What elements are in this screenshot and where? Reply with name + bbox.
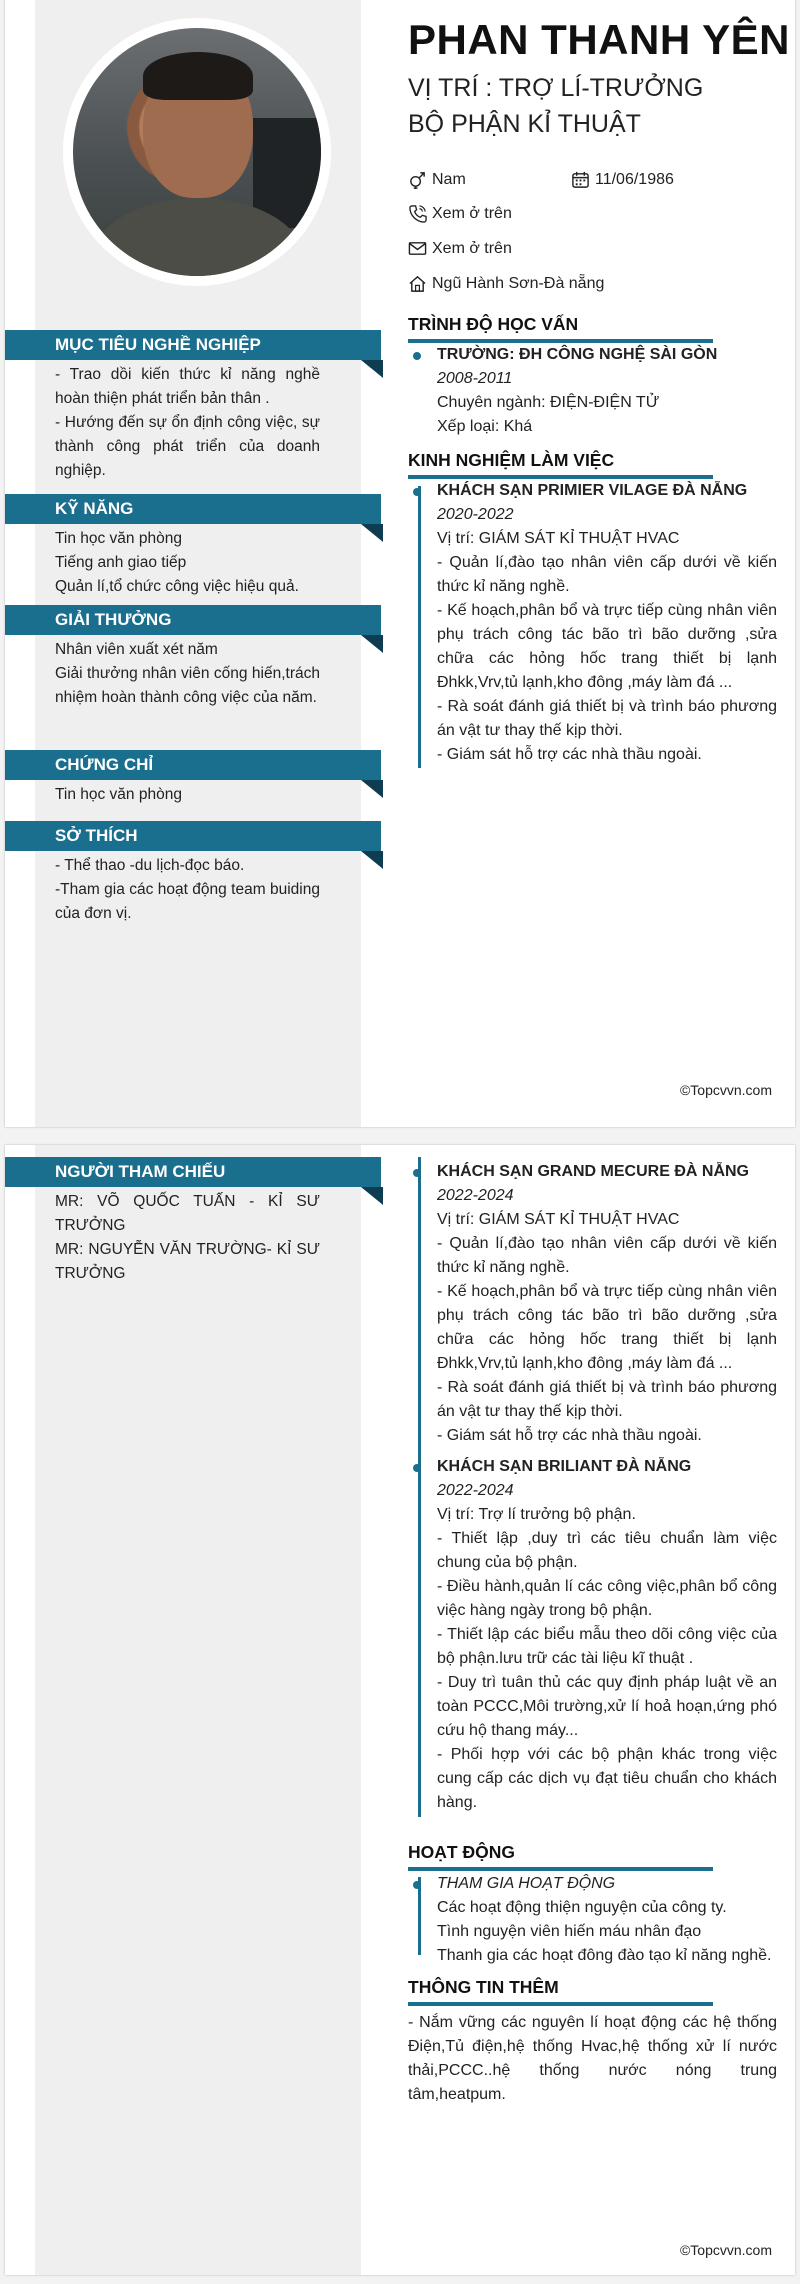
experience-bullet: [413, 1169, 421, 1177]
job-period: 2020-2022: [437, 506, 514, 523]
activities-heading: HOẠT ĐỘNG: [408, 1842, 713, 1871]
activities-subtitle: THAM GIA HOẠT ĐỘNG: [437, 1875, 616, 1892]
education-grade: Xếp loại: Khá: [437, 418, 533, 435]
references-heading: NGƯỜI THAM CHIẾU: [5, 1157, 381, 1187]
skills-body: Tin học văn phòng Tiếng anh giao tiếp Quản lí,tổ chức công việc hiệu quả.: [55, 530, 299, 595]
experience-entry-1: KHÁCH SẠN PRIMIER VILAGE ĐÀ NẴNG 2020-2022 Vị trí: GIÁM SÁT KỈ THUẬT HVAC - Quản lí,đào tạo nhân viên cấp dưới về kiến thức kỉ năng nghề. - Kế hoạch,phân bổ và trực tiếp cùng nhân viên phụ trách công tác bão trì bão dưỡng ,sửa chữa các hỏng hốc trang thiết bị lạnh Đhkk,Vrv,tủ lạnh,kho đông ,máy làm đá ... - Rà soát đánh giá thiết bị và trình báo phương án vật tư thay thế kịp thời. - Giám sát hỗ trợ các nhà thầu ngoài.: [437, 479, 777, 767]
experience-timeline: [418, 1157, 421, 1817]
awards-heading: GIẢI THƯỞNG: [5, 605, 381, 635]
sidebar: [35, 1145, 361, 2275]
experience-timeline: [418, 486, 421, 768]
experience-bullet: [413, 488, 421, 496]
birthday-info: [571, 170, 674, 189]
job-position: VỊ TRÍ : TRỢ LÍ-TRƯỞNG BỘ PHẬN KỈ THUẬT: [408, 74, 704, 138]
birthday-value: 11/06/1986: [595, 170, 674, 188]
calendar-icon: [571, 170, 590, 189]
education-entry: [437, 343, 777, 439]
phone-icon: [408, 204, 427, 223]
address-value: Ngũ Hành Sơn-Đà nẵng: [432, 274, 605, 292]
job-period: 2022-2024: [437, 1187, 514, 1204]
company-name: KHÁCH SẠN BRILIANT ĐÀ NẴNG: [437, 1458, 692, 1475]
footer-brand: ©Topcvvn.com: [679, 1082, 772, 1098]
gender-info: [408, 170, 466, 189]
activities-entry: THAM GIA HOẠT ĐỘNG Các hoạt động thiện nguyện của công ty. Tình nguyện viên hiến máu nhân đạo Thanh gia các hoạt đông đào tạo kỉ năng nghề.: [437, 1872, 777, 1968]
certificates-body: Tin học văn phòng: [55, 786, 182, 803]
job-period: 2022-2024: [437, 1482, 514, 1499]
experience-bullet: [413, 1464, 421, 1472]
home-icon: [408, 274, 427, 293]
objective-body: - Trao dồi kiến thức kỉ năng nghề hoàn thiện phát triển bản thân . - Hướng đến sự ổn định công việc, sự thành công phát triển của doanh nghiệp.: [55, 366, 320, 479]
awards-body: Nhân viên xuất xét năm Giải thưởng nhân viên cống hiến,trách nhiệm hoàn thành công việc của năm.: [55, 641, 320, 706]
activities-bullet: [413, 1881, 421, 1889]
objective-heading: MỤC TIÊU NGHỀ NGHIỆP: [5, 330, 381, 360]
avatar: [63, 18, 331, 286]
email-info: [408, 239, 512, 258]
phone-value: Xem ở trên: [432, 204, 512, 222]
hobbies-heading: SỞ THÍCH: [5, 821, 381, 851]
address-info: [408, 274, 604, 293]
email-icon: [408, 239, 427, 258]
cv-page-1: [5, 0, 795, 1127]
education-heading: TRÌNH ĐỘ HỌC VẤN: [408, 314, 713, 343]
candidate-name: PHAN THANH YÊN: [408, 16, 790, 63]
company-name: KHÁCH SẠN PRIMIER VILAGE ĐÀ NẴNG: [437, 482, 748, 499]
hobbies-body: - Thể thao -du lịch-đọc báo. -Tham gia các hoạt động team buiding của đơn vị.: [55, 857, 320, 922]
profile-photo: [73, 28, 321, 276]
email-value: Xem ở trên: [432, 239, 512, 257]
certificates-heading: CHỨNG CHỈ: [5, 750, 381, 780]
skills-heading: KỸ NĂNG: [5, 494, 381, 524]
education-period: 2008-2011: [437, 370, 513, 387]
phone-info: [408, 204, 512, 223]
gender-value: Nam: [432, 170, 466, 188]
footer-brand: ©Topcvvn.com: [679, 2242, 772, 2258]
cv-page-2: [5, 1145, 795, 2275]
references-body: MR: VÕ QUỐC TUẤN - KỈ SƯ TRƯỞNG MR: NGUYỄN VĂN TRƯỜNG- KỈ SƯ TRƯỞNG: [55, 1193, 320, 1282]
company-name: KHÁCH SẠN GRAND MECURE ĐÀ NẴNG: [437, 1163, 749, 1180]
experience-heading: KINH NGHIỆM LÀM VIỆC: [408, 450, 713, 479]
extra-info-body: - Nắm vững các nguyên lí hoạt động các hệ thống Điện,Tủ điện,hệ thống Hvac,hệ thống xử lí nước thải,PCCC..hệ thống nước nóng trung tâm,heatpum.: [408, 2014, 777, 2103]
extra-info-heading: THÔNG TIN THÊM: [408, 1977, 713, 2006]
gender-icon: [408, 170, 427, 189]
experience-entry-2: KHÁCH SẠN GRAND MECURE ĐÀ NẴNG 2022-2024 Vị trí: GIÁM SÁT KỈ THUẬT HVAC - Quản lí,đào tạo nhân viên cấp dưới về kiến thức kỉ năng nghề. - Kế hoạch,phân bổ và trực tiếp cùng nhân viên phụ trách công tác bão trì bão dưỡng ,sửa chữa các hỏng hốc trang thiết bị lạnh Đhkk,Vrv,tủ lạnh,kho đông ,máy làm đá ... - Rà soát đánh giá thiết bị và trình báo phương án vật tư thay thế kịp thời. - Giám sát hỗ trợ các nhà thầu ngoài.: [437, 1160, 777, 1448]
school-name: TRƯỜNG: ĐH CÔNG NGHỆ SÀI GÒN: [437, 346, 718, 363]
experience-entry-3: KHÁCH SẠN BRILIANT ĐÀ NẴNG 2022-2024 Vị trí: Trợ lí trưởng bộ phận. - Thiết lập ,duy trì các tiêu chuẩn làm việc chung của bộ phận. - Điều hành,quản lí các công việc,phân bổ công việc hàng ngày trong bộ phận. - Thiết lập các biểu mẫu theo dõi công việc của bộ phận.lưu trữ các tài liệu kĩ thuật . - Duy trì tuân thủ các quy định pháp luật về an toàn PCCC,Môi trường,xử lí hoả hoạn,ứng phó cứu hộ thang máy... - Phối hợp với các bộ phận khác trong việc cung cấp các dịch vụ đạt tiêu chuẩn cho khách hàng.: [437, 1455, 777, 1815]
education-bullet: [413, 352, 421, 360]
education-major: Chuyên ngành: ĐIỆN-ĐIỆN TỬ: [437, 394, 660, 411]
